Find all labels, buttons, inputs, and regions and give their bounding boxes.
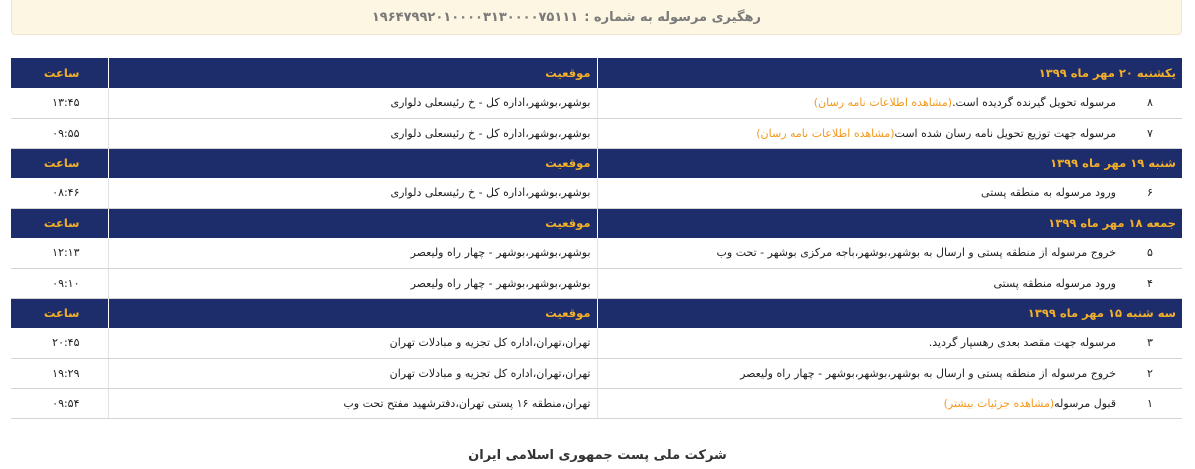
- day-header-row: [11, 148, 1182, 178]
- event-description: مرسوله تحویل گیرنده گردیده است.: [952, 96, 1116, 110]
- tracking-label: رهگیری مرسوله به شماره :: [584, 9, 761, 25]
- event-description: قبول مرسوله: [1054, 396, 1116, 410]
- event-time: ۰۸:۴۶: [11, 178, 108, 208]
- column-header-location: موقعیت: [108, 58, 597, 88]
- footer-company-name: شرکت ملی پست جمهوری اسلامی ایران: [468, 448, 727, 463]
- event-index: ۸: [1147, 96, 1153, 110]
- event-location: تهران،منطقه ۱۶ پستی تهران،دفترشهید مفتح تحت وب: [108, 388, 597, 418]
- day-date: شنبه ۱۹ مهر ماه ۱۳۹۹: [597, 148, 1182, 178]
- event-location: تهران،تهران،اداره کل تجزیه و مبادلات تهران: [108, 328, 597, 358]
- day-header-row: [11, 58, 1182, 88]
- event-index: ۷: [1147, 126, 1153, 140]
- event-description-cell: [597, 178, 1182, 208]
- event-location: تهران،تهران،اداره کل تجزیه و مبادلات تهران: [108, 358, 597, 388]
- event-index: ۵: [1147, 246, 1153, 260]
- day-date: یکشنبه ۲۰ مهر ماه ۱۳۹۹: [597, 58, 1182, 88]
- event-row: [11, 358, 1182, 388]
- tracking-table: [11, 58, 1182, 419]
- tracking-number: ۱۹۶۴۷۹۹۲۰۱۰۰۰۰۳۱۳۰۰۰۰۷۵۱۱۱: [371, 9, 579, 25]
- event-details-link[interactable]: (مشاهده اطلاعات نامه رسان): [756, 126, 895, 140]
- event-details-link[interactable]: (مشاهده جزئیات بیشتر): [943, 396, 1055, 410]
- day-date: سه شنبه ۱۵ مهر ماه ۱۳۹۹: [597, 298, 1182, 328]
- event-description-cell: [597, 358, 1182, 388]
- event-row: [11, 328, 1182, 358]
- event-description: خروج مرسوله از منطقه پستی و ارسال به بوشهر،بوشهر،بوشهر - چهار راه ولیعصر: [740, 366, 1116, 380]
- event-details-link[interactable]: (مشاهده اطلاعات نامه رسان): [813, 96, 953, 110]
- event-description: ورود مرسوله منطقه پستی: [993, 276, 1116, 290]
- event-time: ۰۹:۵۵: [11, 118, 108, 148]
- event-row: [11, 238, 1182, 268]
- event-description-cell: [597, 388, 1182, 418]
- event-description: مرسوله جهت مقصد بعدی رهسپار گردید.: [928, 336, 1116, 350]
- event-time: ۱۲:۱۳: [11, 238, 108, 268]
- event-index: ۱: [1147, 396, 1153, 410]
- event-time: ۱۳:۴۵: [11, 88, 108, 118]
- event-time: ۰۹:۱۰: [11, 268, 108, 298]
- column-header-location: موقعیت: [108, 298, 597, 328]
- event-index: ۶: [1147, 186, 1153, 200]
- event-row: [11, 118, 1182, 148]
- event-row: [11, 88, 1182, 118]
- event-index: ۴: [1147, 276, 1153, 290]
- event-index: ۲: [1147, 366, 1153, 380]
- event-row: [11, 388, 1182, 418]
- event-description-cell: [597, 118, 1182, 148]
- day-header-row: [11, 298, 1182, 328]
- column-header-time: ساعت: [11, 298, 108, 328]
- day-header-row: [11, 208, 1182, 238]
- column-header-time: ساعت: [11, 148, 108, 178]
- event-description: مرسوله جهت توزیع تحویل نامه رسان شده است: [894, 126, 1116, 140]
- event-time: ۰۹:۵۴: [11, 388, 108, 418]
- event-time: ۱۹:۲۹: [11, 358, 108, 388]
- event-description-cell: [597, 88, 1182, 118]
- column-header-location: موقعیت: [108, 208, 597, 238]
- column-header-time: ساعت: [11, 208, 108, 238]
- event-row: [11, 268, 1182, 298]
- event-index: ۳: [1147, 336, 1153, 350]
- event-location: بوشهر،بوشهر،اداره کل - خ رئیسعلی دلواری: [108, 88, 597, 118]
- event-description: ورود مرسوله به منطقه پستی: [981, 186, 1116, 200]
- event-time: ۲۰:۴۵: [11, 328, 108, 358]
- event-location: بوشهر،بوشهر،بوشهر - چهار راه ولیعصر: [108, 238, 597, 268]
- column-header-time: ساعت: [11, 58, 108, 88]
- event-description: خروج مرسوله از منطقه پستی و ارسال به بوشهر،بوشهر،باجه مرکزی بوشهر - تحت وب: [716, 246, 1116, 260]
- event-location: بوشهر،بوشهر،اداره کل - خ رئیسعلی دلواری: [108, 178, 597, 208]
- event-description-cell: [597, 328, 1182, 358]
- event-row: [11, 178, 1182, 208]
- event-location: بوشهر،بوشهر،اداره کل - خ رئیسعلی دلواری: [108, 118, 597, 148]
- day-date: جمعه ۱۸ مهر ماه ۱۳۹۹: [597, 208, 1182, 238]
- event-location: بوشهر،بوشهر،بوشهر - چهار راه ولیعصر: [108, 268, 597, 298]
- tracking-banner: [11, 0, 1182, 35]
- tracking-table-body: [11, 58, 1182, 418]
- event-description-cell: [597, 238, 1182, 268]
- event-description-cell: [597, 268, 1182, 298]
- column-header-location: موقعیت: [108, 148, 597, 178]
